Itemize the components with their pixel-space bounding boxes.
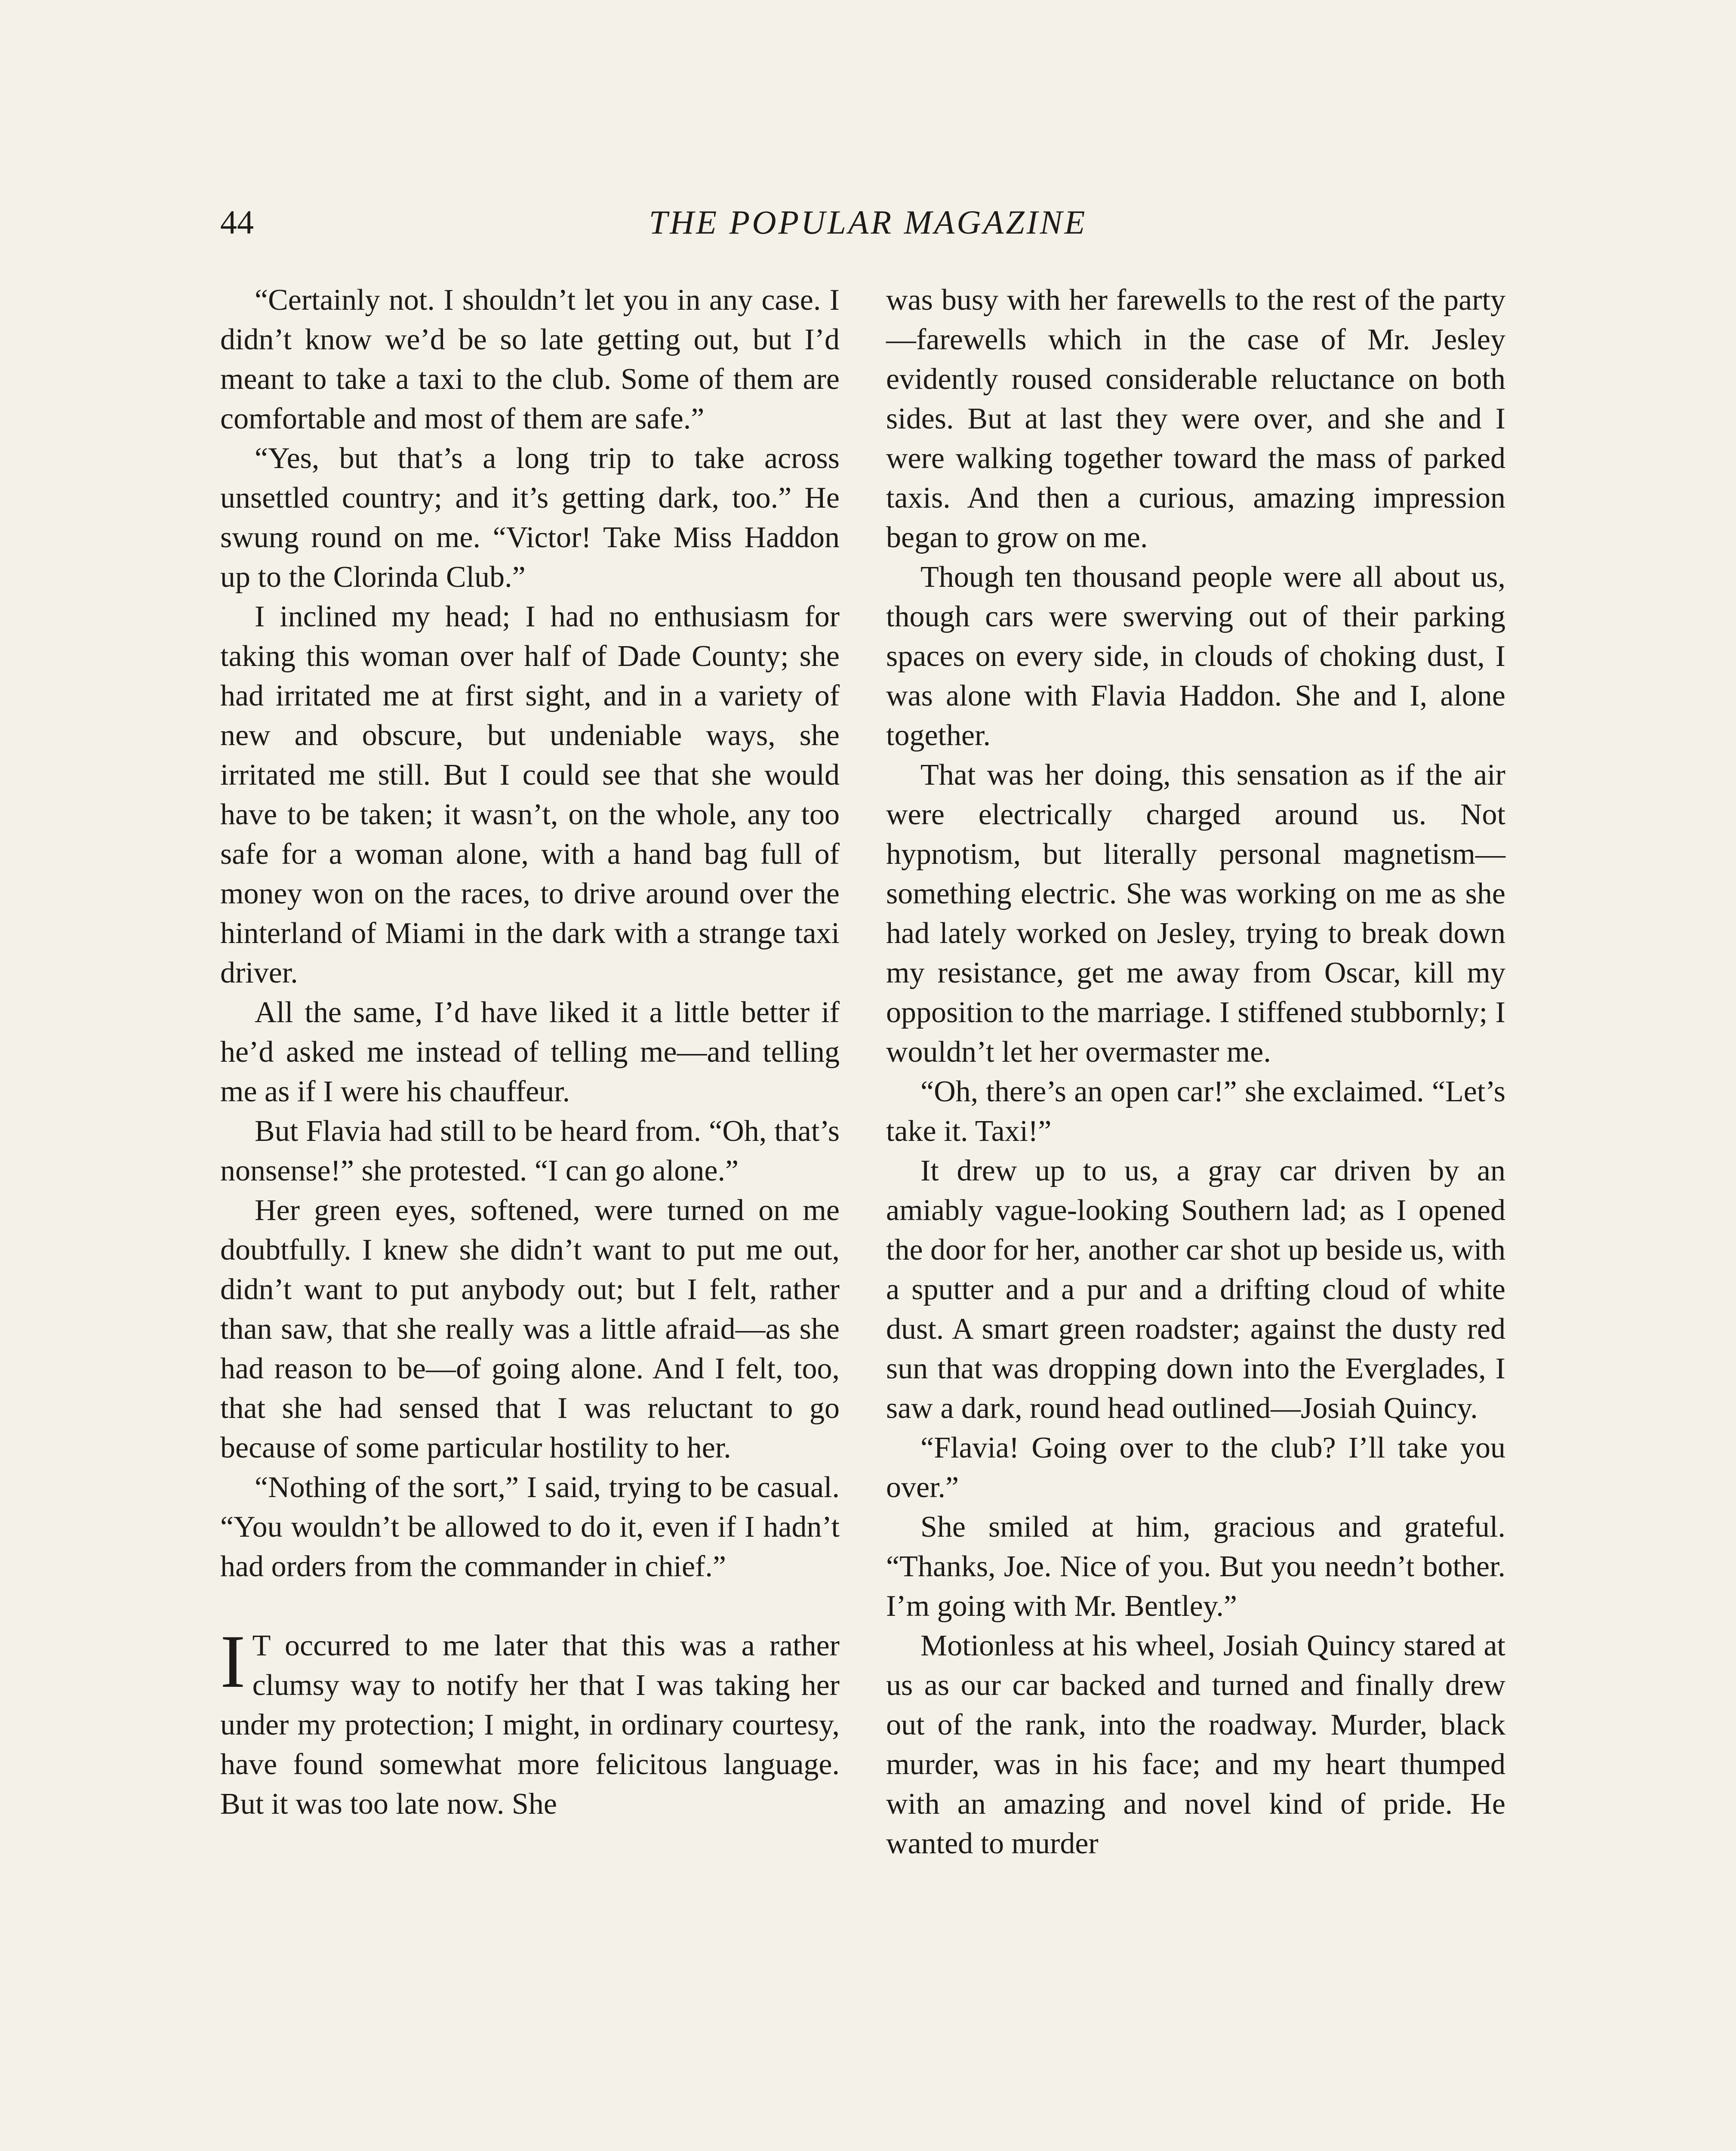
paragraph: That was her doing, this sensation as if the air were electrically charged around us. Not hypnotism, but literally personal magnetism—something electric. She was working on me as she had lately worked on Jesley, trying to break down my resistance, get me away from Oscar, kill my opposition to the marriage. I stiffened stubbornly; I wouldn’t let her overmaster me. <box>886 758 1505 1069</box>
paragraph: Motionless at his wheel, Josiah Quincy stared at us as our car backed and turned and finally drew out of the rank, into the roadway. Murder, black murder, was in his face; and my heart thumped with an amazing and novel kind of pride. He wanted to murder <box>886 1629 1505 1860</box>
paragraph: “Yes, but that’s a long trip to take across unsettled country; and it’s getting dark, too.” He swung round on me. “Victor! Take Miss Haddon up to the Clorinda Club.” <box>220 442 840 594</box>
drop-cap: I <box>220 1620 246 1704</box>
running-head: THE POPULAR MAGAZINE <box>649 203 1087 241</box>
paragraph: But Flavia had still to be heard from. “Oh, that’s nonsense!” she protested. “I can go alone.” <box>220 1115 840 1187</box>
paragraph: “Oh, there’s an open car!” she exclaimed. “Let’s take it. Taxi!” <box>886 1075 1505 1148</box>
left-column <box>220 280 840 1824</box>
paragraph: Though ten thousand people were all about us, though cars were swerving out of their parking spaces on every side, in clouds of choking dust, I was alone with Flavia Haddon. She and I, alone together. <box>886 561 1505 752</box>
continued-paragraph: was busy with her farewells to the rest of the party—farewells which in the case of Mr. Jesley evidently roused considerable reluctance on both sides. But at last they were over, and she and I were walking together toward the mass of parked taxis. And then a curious, amazing impression began to grow on me. <box>886 284 1505 554</box>
paragraph: “Flavia! Going over to the club? I’ll take you over.” <box>886 1431 1505 1504</box>
right-column <box>886 280 1505 1864</box>
paragraph: It drew up to us, a gray car driven by an amiably vague-looking Southern lad; as I opened the door for her, another car shot up beside us, with a sputter and a pur and a drifting cloud of white dust. A smart green roadster; against the dusty red sun that was dropping down into the Everglades, I saw a dark, round head outlined—Josiah Quincy. <box>886 1154 1505 1425</box>
paragraph: “Certainly not. I shouldn’t let you in any case. I didn’t know we’d be so late getting out, but I’d meant to take a taxi to the club. Some of them are comfortable and most of them are safe.” <box>220 284 840 435</box>
section-text: T occurred to me later that this was a rather clumsy way to notify her that I was taking her under my protection; I might, in ordinary courtesy, have found somewhat more felicitous language. But it was too late now. She <box>220 1629 840 1821</box>
paragraph: She smiled at him, gracious and grateful. “Thanks, Joe. Nice of you. But you needn’t bother. I’m going with Mr. Bentley.” <box>886 1510 1505 1623</box>
section-paragraph <box>220 1620 840 1824</box>
paragraph: I inclined my head; I had no enthusiasm for taking this woman over half of Dade County; she had irritated me at first sight, and in a variety of new and obscure, but undeniable ways, she irritated me still. But I could see that she would have to be taken; it wasn’t, on the whole, any too safe for a woman alone, with a hand bag full of money won on the races, to drive around over the hinterland of Miami in the dark with a strange taxi driver. <box>220 600 840 989</box>
page-number: 44 <box>220 203 254 241</box>
paragraph: “Nothing of the sort,” I said, trying to be casual. “You wouldn’t be allowed to do it, even if I hadn’t had orders from the commander in chief.” <box>220 1471 840 1583</box>
paragraph: Her green eyes, softened, were turned on me doubtfully. I knew she didn’t want to put me out, didn’t want to put anybody out; but I felt, rather than saw, that she really was a little afraid—as she had reason to be—of going alone. And I felt, too, that she had sensed that I was reluctant to go because of some particular hostility to her. <box>220 1194 840 1464</box>
paragraph: All the same, I’d have liked it a little better if he’d asked me instead of telling me—and telling me as if I were his chauffeur. <box>220 996 840 1108</box>
